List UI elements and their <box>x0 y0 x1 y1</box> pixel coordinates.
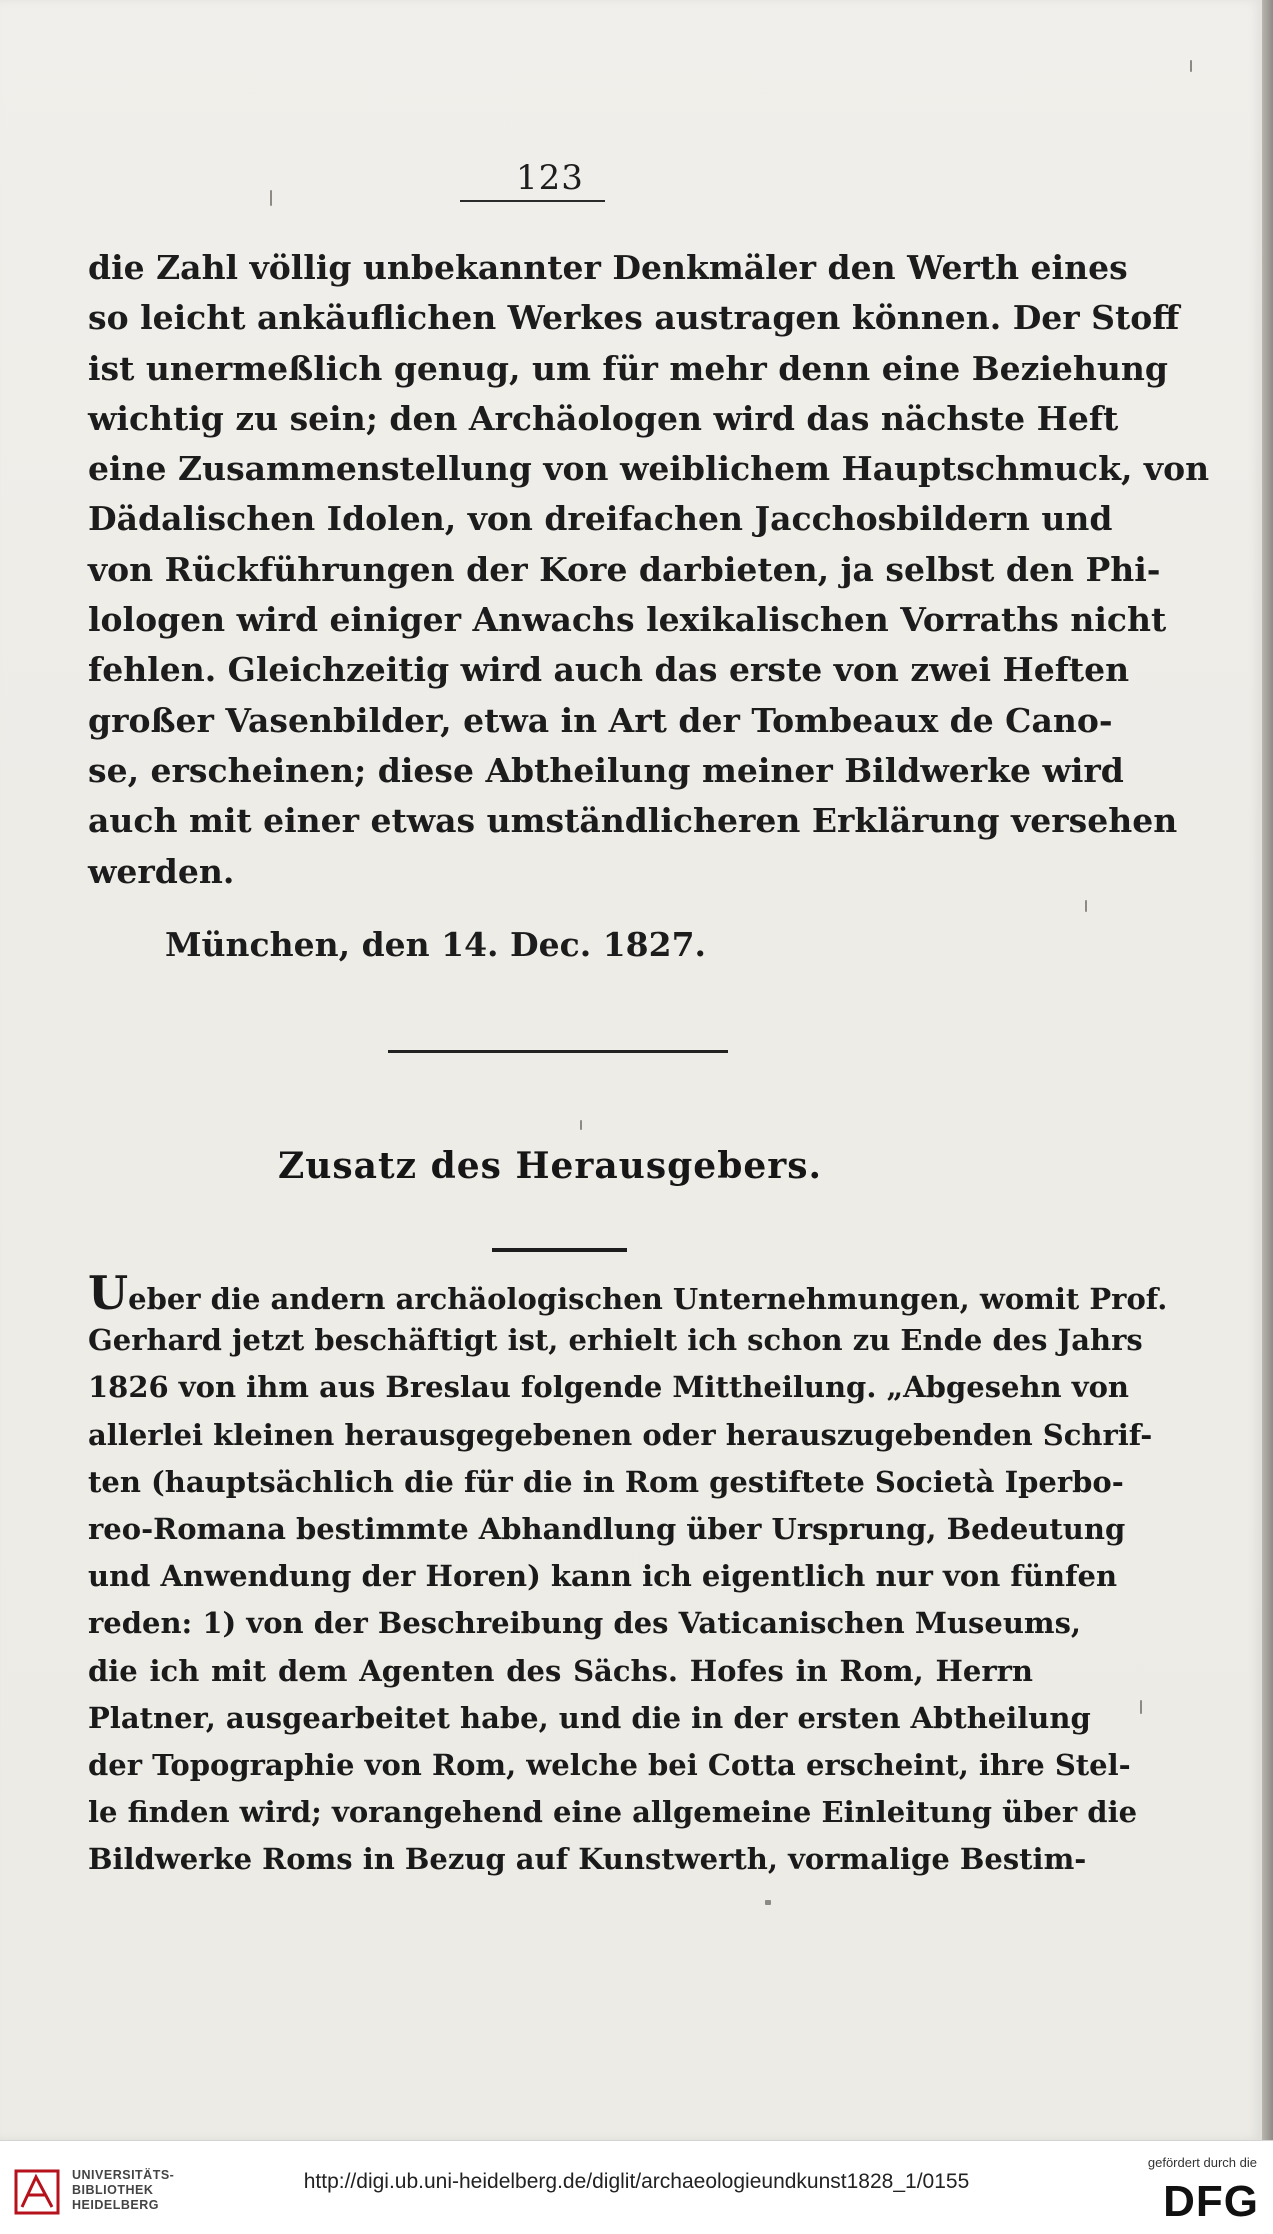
footer-bar <box>0 2140 1273 2234</box>
header-rule <box>460 200 605 202</box>
note-line: ten (hauptsächlich die für die in Rom gestiftete Società Iperbo- <box>88 1464 1124 1499</box>
body-line: ist unermeßlich genug, um für mehr denn eine Beziehung <box>88 348 1168 388</box>
dfg-logo: DFG <box>1163 2177 1259 2226</box>
note-line: reden: 1) von der Beschreibung des Vaticanischen Museums, <box>88 1606 1082 1641</box>
note-line: der Topographie von Rom, welche bei Cotta erscheint, ihre Stel- <box>88 1747 1131 1782</box>
paper-speck <box>765 1900 771 1905</box>
body-line: wichtig zu sein; den Archäologen wird das nächste Heft <box>88 398 1119 438</box>
body-line: auch mit einer etwas umständlicheren Erklärung versehen <box>88 801 1178 841</box>
note-line: Gerhard jetzt beschäftigt ist, erhielt ich schon zu Ende des Jahrs <box>88 1323 1143 1358</box>
paper-speck <box>580 1120 582 1130</box>
note-line <box>88 1266 1168 1320</box>
body-line: eine Zusammenstellung von weiblichem Hauptschmuck, von <box>88 449 1210 489</box>
heading-rule <box>492 1248 627 1252</box>
note-line: Bildwerke Roms in Bezug auf Kunstwerth, vormalige Bestim- <box>88 1842 1087 1877</box>
permalink-url[interactable]: http://digi.ub.uni-heidelberg.de/diglit/archaeologieundkunst1828_1/0155 <box>303 2170 970 2193</box>
institution-line: BIBLIOTHEK <box>72 2183 154 2197</box>
body-line: fehlen. Gleichzeitig wird auch das erste von zwei Heften <box>88 650 1130 690</box>
drop-cap: U <box>88 1266 129 1320</box>
funded-by-label: gefördert durch die <box>1147 2155 1257 2170</box>
body-line: werden. <box>88 851 235 891</box>
body-line: lologen wird einiger Anwachs lexikalischen Vorraths nicht <box>88 600 1167 640</box>
section-divider <box>388 1050 728 1053</box>
section-heading: Zusatz des Herausgebers. <box>277 1145 823 1187</box>
note-line: le finden wird; vorangehend eine allgemeine Einleitung über die <box>88 1795 1138 1830</box>
page-edge <box>1262 0 1273 2140</box>
body-line: Dädalischen Idolen, von dreifachen Jacchosbildern und <box>88 499 1113 539</box>
body-text <box>88 243 1210 897</box>
body-line: so leicht ankäuflichen Werkes austragen können. Der Stoff <box>88 298 1180 338</box>
body-line: von Rückführungen der Kore darbieten, ja selbst den Phi- <box>88 549 1161 589</box>
paper-speck <box>1190 60 1192 72</box>
page-number: 123 <box>516 158 584 198</box>
institution-line: HEIDELBERG <box>72 2198 159 2212</box>
institution-line: UNIVERSITÄTS- <box>72 2168 175 2182</box>
note-first-line: eber die andern archäologischen Unternehmungen, womit Prof. <box>128 1282 1168 1316</box>
paper-speck <box>1140 1700 1142 1714</box>
body-line: se, erscheinen; diese Abtheilung meiner Bildwerke wird <box>88 750 1124 790</box>
paper-speck <box>1085 900 1087 912</box>
note-line: die ich mit dem Agenten des Sächs. Hofes in Rom, Herrn <box>88 1653 1033 1688</box>
body-line: die Zahl völlig unbekannter Denkmäler den Werth eines <box>88 248 1128 287</box>
note-line: 1826 von ihm aus Breslau folgende Mittheilung. „Abgesehn von <box>88 1370 1130 1405</box>
paper-speck <box>270 190 272 206</box>
body-line: großer Vasenbilder, etwa in Art der Tombeaux de Cano- <box>88 700 1113 740</box>
dateline: München, den 14. Dec. 1827. <box>165 925 707 964</box>
editor-note <box>88 1266 1168 1883</box>
note-line: reo-Romana bestimmte Abhandlung über Ursprung, Bedeutung <box>88 1511 1126 1546</box>
note-line: und Anwendung der Horen) kann ich eigentlich nur von fünfen <box>88 1559 1118 1594</box>
note-line: Platner, ausgearbeitet habe, und die in der ersten Abtheilung <box>88 1700 1091 1735</box>
note-line: allerlei kleinen herausgegebenen oder herauszugebenden Schrif- <box>88 1417 1153 1452</box>
